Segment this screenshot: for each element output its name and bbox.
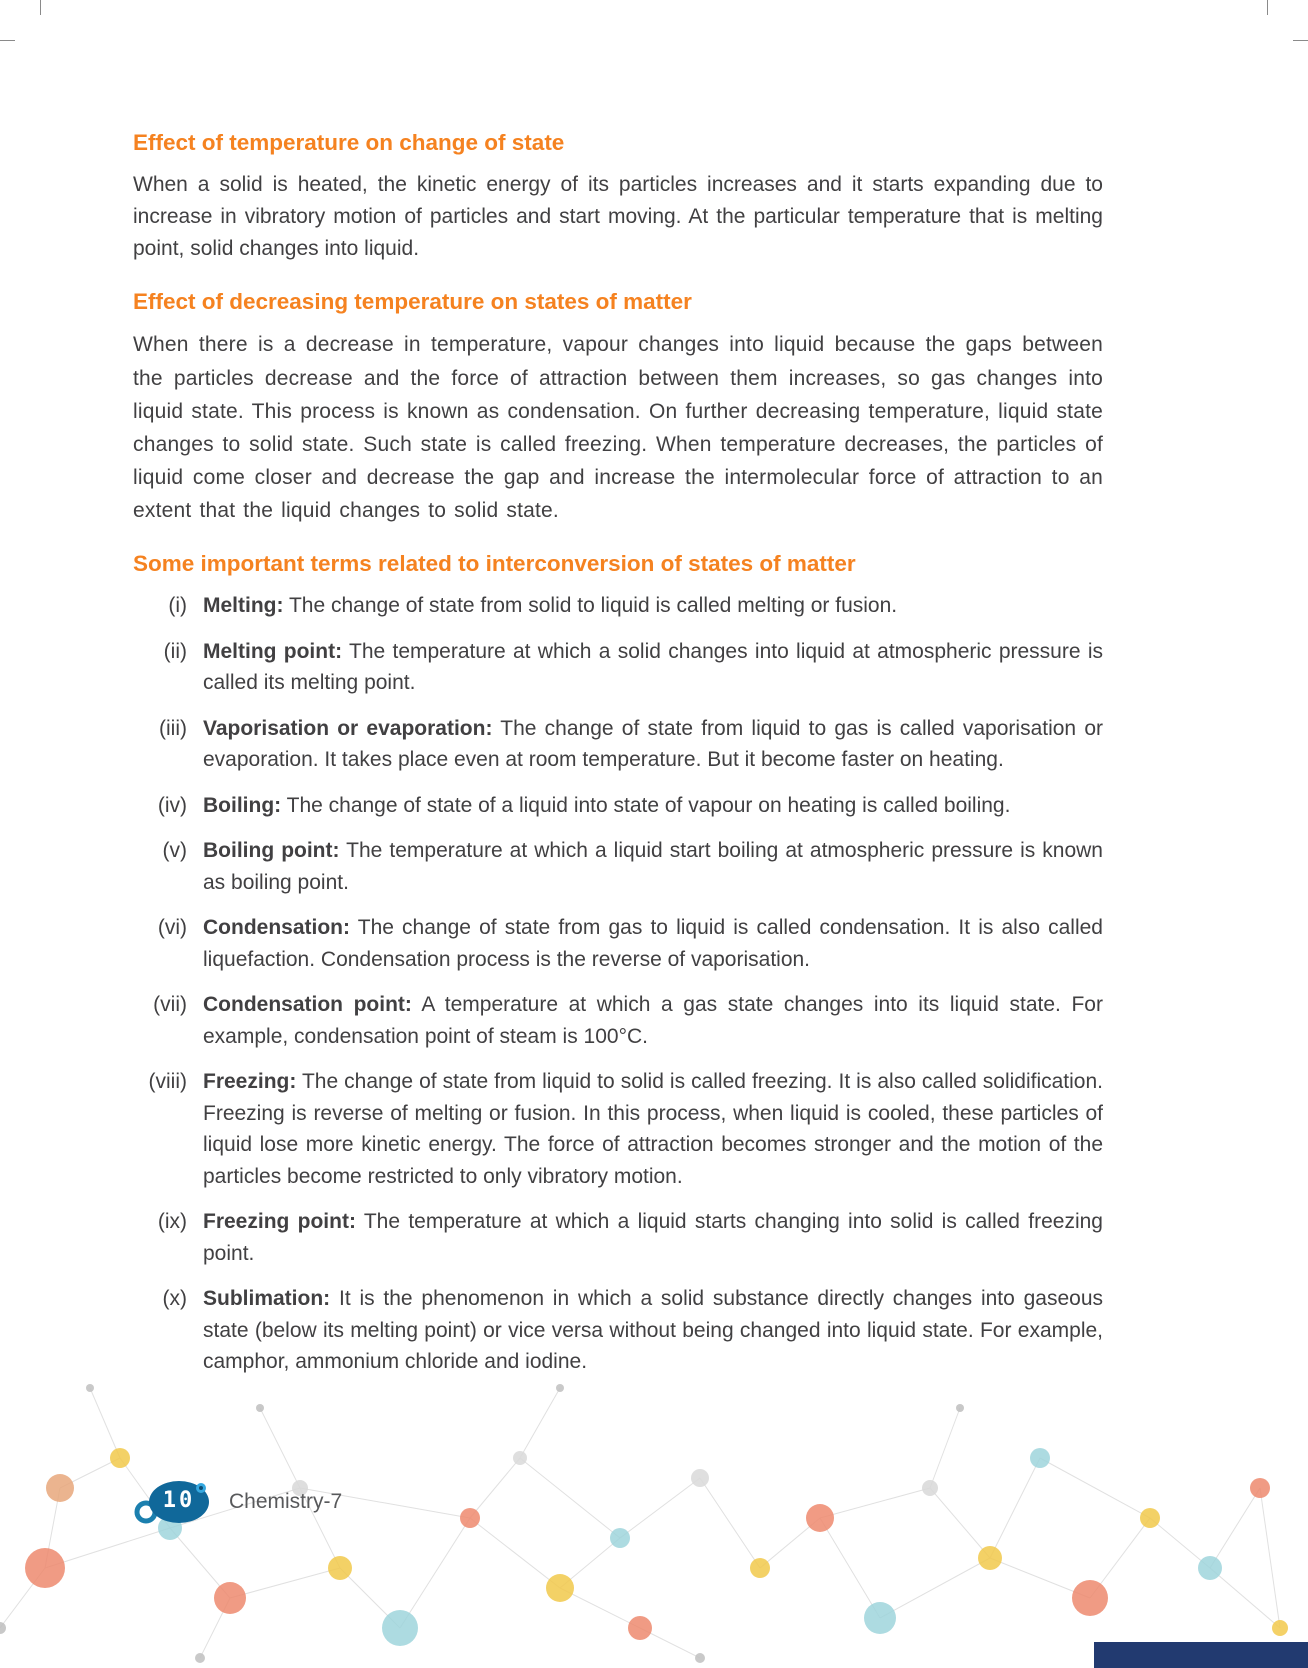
crop-mark-top-left-horizontal bbox=[0, 40, 15, 41]
term-name: Freezing point: bbox=[203, 1210, 356, 1234]
term-name: Melting: bbox=[203, 594, 284, 618]
term-name: Boiling point: bbox=[203, 839, 340, 863]
term-definition: The change of state from liquid to gas is called vaporisation or evaporation. It takes place even at room temperature. But it become faster on heating. bbox=[203, 716, 1103, 772]
term-number: (v) bbox=[162, 839, 187, 863]
term-item-melting bbox=[133, 590, 1103, 622]
page-badge bbox=[133, 1474, 213, 1530]
term-number: (vii) bbox=[153, 993, 187, 1017]
term-name: Condensation point: bbox=[203, 993, 412, 1017]
term-item-freezing-point bbox=[133, 1206, 1103, 1269]
term-item-boiling-point bbox=[133, 835, 1103, 898]
page-content bbox=[133, 130, 1103, 1392]
bottom-edge-strip bbox=[1094, 1642, 1308, 1668]
term-name: Melting point: bbox=[203, 639, 343, 663]
term-name: Boiling: bbox=[203, 793, 282, 817]
term-number: (x) bbox=[162, 1287, 187, 1311]
term-definition: It is the phenomenon in which a solid substance directly changes into gaseous state (below its melting point) or vice versa without being changed into liquid state. For example, camphor, ammonium chloride and iodine. bbox=[203, 1287, 1103, 1374]
paragraph-heating: When a solid is heated, the kinetic energy of its particles increases and it starts expanding due to increase in vibratory motion of particles and start moving. At the particular temperature that is melting point, solid changes into liquid. bbox=[133, 173, 1103, 261]
term-item-melting-point bbox=[133, 636, 1103, 699]
crop-mark-top-left-vertical bbox=[40, 0, 41, 15]
page-number: 10 bbox=[162, 1488, 196, 1513]
term-number: (iii) bbox=[159, 716, 187, 740]
term-definition: The change of state from solid to liquid is called melting or fusion. bbox=[288, 594, 898, 618]
term-name: Sublimation: bbox=[203, 1287, 331, 1311]
term-number: (viii) bbox=[148, 1070, 187, 1094]
book-title: Chemistry-7 bbox=[229, 1490, 343, 1513]
terms-list bbox=[133, 590, 1103, 1378]
paragraph-cooling: When there is a decrease in temperature, vapour changes into liquid because the gaps between the particles decrease and the force of attraction between them increases, so gas changes into liquid state. This process is known as condensation. On further decreasing temperature, liquid state changes to solid state. Such state is called freezing. When temperature decreases, the particles of liquid come closer and decrease the gap and increase the intermolecular force of attraction to an extent that the liquid changes to solid state. bbox=[133, 333, 1103, 523]
term-number: (vi) bbox=[157, 916, 187, 940]
term-name: Condensation: bbox=[203, 916, 350, 940]
term-definition: The temperature at which a liquid starts changing into solid is called freezing point. bbox=[203, 1210, 1103, 1265]
term-definition: The change of state from gas to liquid is called condensation. It is also called liquefaction. Condensation process is the reverse of vaporisation. bbox=[203, 916, 1103, 971]
term-definition: The change of state from liquid to solid is called freezing. It is also called solidification. Freezing is reverse of melting or fusion. In this process, when liquid is cooled, these particles of liquid lose more kinetic energy. The force of attraction becomes stronger and the motion of the particles become restricted to only vibratory motion. bbox=[203, 1070, 1103, 1188]
term-item-condensation bbox=[133, 912, 1103, 975]
heading-effect-of-temperature: Effect of temperature on change of state bbox=[133, 130, 565, 155]
term-definition: The temperature at which a liquid start boiling at atmospheric pressure is known as boiling point. bbox=[203, 839, 1103, 894]
heading-decreasing-temperature: Effect of decreasing temperature on states of matter bbox=[133, 289, 692, 315]
crop-mark-top-right-horizontal bbox=[1293, 40, 1308, 41]
term-definition: A temperature at which a gas state changes into its liquid state. For example, condensation point of steam is 100°C. bbox=[203, 993, 1103, 1048]
term-item-condensation-point bbox=[133, 989, 1103, 1052]
heading-important-terms: Some important terms related to interconversion of states of matter bbox=[133, 551, 856, 577]
term-number: (ii) bbox=[163, 639, 187, 663]
term-definition: The change of state of a liquid into state of vapour on heating is called boiling. bbox=[286, 793, 1011, 817]
term-item-freezing bbox=[133, 1066, 1103, 1192]
term-item-sublimation bbox=[133, 1283, 1103, 1378]
term-number: (i) bbox=[168, 594, 187, 618]
term-number: (iv) bbox=[157, 793, 187, 817]
term-name: Freezing: bbox=[203, 1070, 297, 1094]
term-item-vaporisation bbox=[133, 713, 1103, 776]
term-definition: The temperature at which a solid changes into liquid at atmospheric pressure is called its melting point. bbox=[203, 639, 1103, 695]
term-name: Vaporisation or evaporation: bbox=[203, 716, 493, 740]
term-item-boiling bbox=[133, 790, 1103, 822]
crop-mark-top-right-vertical bbox=[1267, 0, 1268, 15]
page-footer bbox=[133, 1474, 342, 1530]
term-number: (ix) bbox=[157, 1210, 187, 1234]
